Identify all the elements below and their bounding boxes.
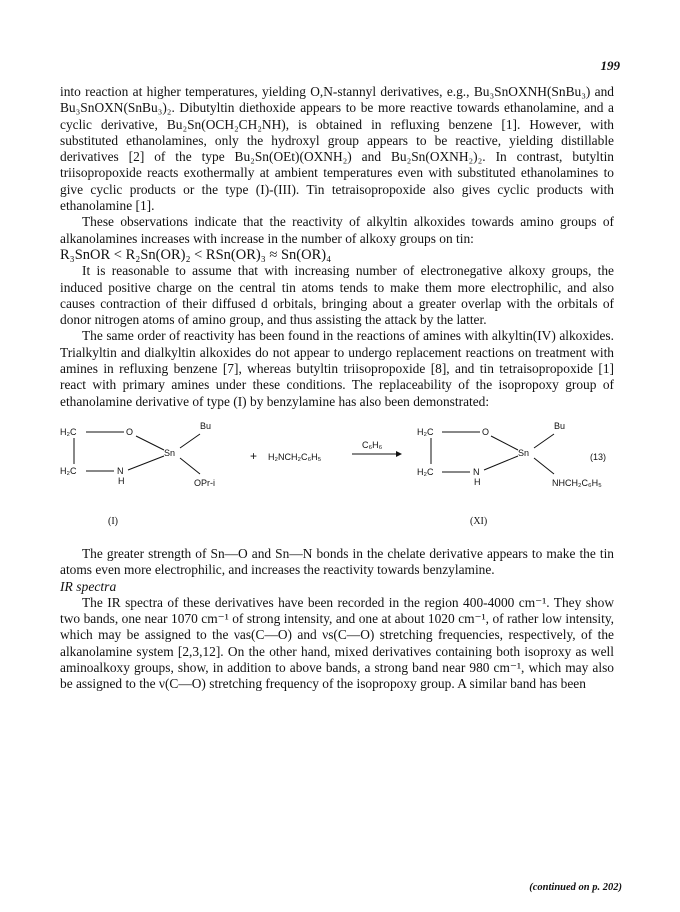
compound-XI-oxygen: O <box>482 426 490 437</box>
compound-XI-structure <box>417 421 602 527</box>
page-number: 199 <box>600 58 620 73</box>
paragraph-2: These observations indicate that the reactivity of alkyltin alkoxides towards amino groups of alkanolamines increases with increase in the number of alkoxy groups on tin: <box>60 214 614 246</box>
compound-I-nitrogen: N <box>117 465 124 476</box>
continued-note: (continued on p. 202) <box>529 882 622 893</box>
compound-I-oxygen: O <box>126 426 134 437</box>
compound-XI-h2c-top: H₂C <box>417 426 434 437</box>
compound-I-isopropoxy: OPr-i <box>194 477 215 488</box>
page-body <box>60 84 614 693</box>
compound-I-label: (I) <box>108 515 118 527</box>
section-heading-ir-spectra: IR spectra <box>60 578 117 594</box>
compound-I-h2c-bottom: H₂C <box>60 465 77 476</box>
reaction-scheme-drawing <box>60 416 614 538</box>
compound-I-h2c-top: H₂C <box>60 426 77 437</box>
plus-sign: + <box>250 448 258 463</box>
compound-XI-butyl: Bu <box>554 420 566 431</box>
reaction-scheme <box>60 416 614 538</box>
paragraph-1: into reaction at higher temperatures, yielding O,N-stannyl derivatives, e.g., Bu₃SnOXNH(SnBu₃) and Bu₃SnOXN(SnBu₃)₂. Dibutyltin diethoxide appears to be more reactive towards ethanolamine, and a cyclic derivative, Bu₂Sn(OCH₂CH₂NH), is obtained in refluxing benzene [1]. However, with substituted ethanolamines, only the hydroxyl group appears to be reactive, yielding distillable derivatives [2] of the type Bu₂Sn(OEt)(OXNH₂) and Bu₂Sn(OXNH₂)₂. In contrast, butyltin triisopropoxide reacts exothermally at ambient temperatures even with substituted ethanolamines to give cyclic products or the type (I)-(III). Tin tetraisopropoxide also gives cyclic products with ethanolamine [1]. <box>60 84 614 214</box>
paragraph-5: The greater strength of Sn—O and Sn—N bonds in the chelate derivative appears to make the tin atoms even more electrophilic, and increases the reactivity towards benzylamine. <box>60 545 614 578</box>
compound-I-hydrogen: H <box>118 475 125 486</box>
compound-XI-hydrogen: H <box>474 476 481 487</box>
compound-XI-tin: Sn <box>518 447 530 458</box>
reactivity-formula: R₃SnOR < R₂Sn(OR)₂ < RSn(OR)₃ ≈ Sn(OR)₄ <box>60 246 332 263</box>
benzylamine-reagent: H₂NCH₂C₆H₅ <box>268 451 322 462</box>
compound-XI-nitrogen: N <box>473 466 480 477</box>
compound-XI-benzylamino: NHCH₂C₆H₅ <box>552 477 602 488</box>
equation-number: (13) <box>590 451 607 462</box>
paragraph-3: It is reasonable to assume that with increasing number of electronegative alkoxy groups, the induced positive charge on the central tin atoms tends to make them more electrophilic, and also causes contraction of their diffused d orbitals, bringing about a greater overlap with the orbitals of donor nitrogen atoms of amino group, and thus assisting the attack by the latter. <box>60 263 614 328</box>
compound-I-structure <box>60 421 215 527</box>
paragraph-4: The same order of reactivity has been found in the reactions of amines with alkyltin(IV) alkoxides. Trialkyltin and dialkyltin alkoxides do not appear to undergo replacement reactions on treatment with amines in refluxing benzene [7], whereas butyltin triisopropoxide [8], and tin tetraisopropoxide [1] react with primary amines under these conditions. The replaceability of the isopropoxy group of ethanolamine derivative of type (I) by benzylamine has also been demonstrated: <box>60 328 614 409</box>
compound-XI-label: (XI) <box>470 515 488 527</box>
compound-XI-h2c-bottom: H₂C <box>417 466 434 477</box>
compound-I-tin: Sn <box>164 447 176 458</box>
compound-I-butyl: Bu <box>200 420 212 431</box>
paragraph-6: The IR spectra of these derivatives have been recorded in the region 400-4000 cm⁻¹. They show two bands, one near 1070 cm⁻¹ of strong intensity, and one at about 1020 cm⁻¹, of rather low intensity, which may be assigned to the νas(C—O) and νs(C—O) stretching frequencies, respectively, of the alkanolamine system [2,3,12]. On the other hand, mixed derivatives containing both isoproxy as well aminoalkoxy groups, show, in addition to above bands, a strong band near 980 cm⁻¹, which may also be assigned to the ν(C—O) stretching frequency of the isopropoxy group. A similar band has been <box>60 594 614 692</box>
reaction-arrow <box>352 440 402 457</box>
solvent-label: C₆H₆ <box>362 439 383 450</box>
